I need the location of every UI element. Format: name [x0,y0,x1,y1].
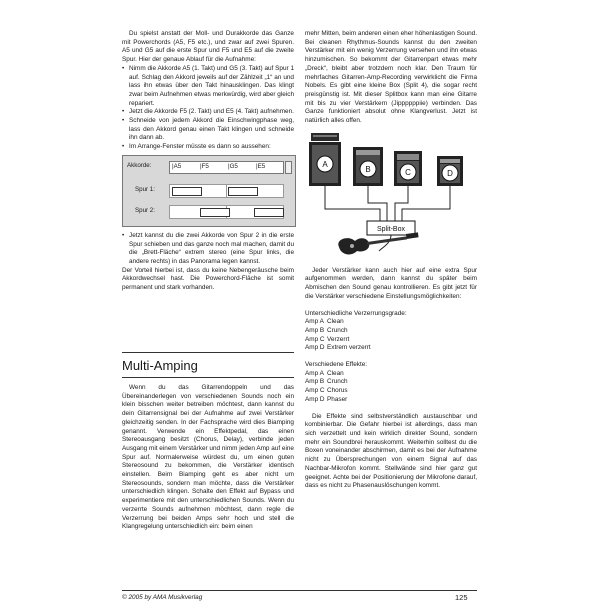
left-column [122,30,294,293]
section-paragraph: Wenn du das Gitarrendoppeln und das Übereinanderlegen von verschiedenen Sounds noch ein klein bisschen weiter betreiben möchtest, dann kannst du dein Gitarrensignal bei der Aufnahme auf zwei Verstärker gleichzeitig senden. In der Fachsprache wird dies Biamping genannt. Verwende ein Effektpedal, das einen Stereoausgang besitzt (Chorus, Delay), verbinde jeden Ausgang mit einem Verstärker und nimm jeden Amp auf eine Spur auf. Normalerweise würdest du, um einen guten Stereosound zu bekommen, die Verstärker identisch einstellen. Beim Biamping geht es aber nicht um Stereosounds, sondern man möchte, dass die Verstärker unterschiedlich klingen. Schalte den Effekt auf Bypass und experimentiere mit den unterschiedlichen Sounds. Wenn du verzerrte Sounds aufnehmen möchtest, dann regle die Verzerrung bei beiden Amps sehr hoch und stell die Klangregelung unterschiedlich ein: beim einen [122,384,294,531]
clip-a5[interactable] [172,187,202,196]
spacer [305,353,477,361]
amp-label: C [405,167,411,177]
splitbox-diagram [305,129,477,257]
list-item [305,370,477,379]
amp-label: A [322,159,328,169]
paragraph: Die Effekte sind selbstverständlich austauschbar und kombinierbar. Die Gefahr hierbei ist allerdings, dass man sich verzettelt und kein wirklich direkter Sound, sondern mehr ein Soundbrei herauskommt. Weiterhin solltest du die Boxen voneinander abschirmen, damit es bei der Aufnahme nicht zu Übersprechungen von einem Signal auf das Nachbar-Mikrofon kommt. Stellwände sind hier ganz gut geeignet. Achte bei der Positionierung der Mikrofone darauf, dass es nicht zu Phasenauslöschungen kommt. [305,412,477,490]
amp-setting: Verzerrt [327,335,350,343]
steps-list [122,65,294,152]
list-item [305,344,477,353]
arrange-header: Akkorde: [127,161,152,169]
section-body [122,384,294,532]
amp-d-icon [437,156,463,186]
amp-name: Amp C [305,387,325,395]
list-item [305,396,477,405]
amp-c-icon [394,151,422,186]
amp-name: Amp A [305,318,324,326]
section-rule-top [122,352,294,353]
amp-a-icon [309,133,341,186]
spacer [305,302,477,310]
track-lane-1 [169,184,284,198]
amp-setting: Phaser [327,395,348,403]
splitbox-diagram-svg [305,129,477,257]
chord-label: |G5 [228,162,238,170]
amp-name: Amp B [305,378,325,386]
amp-setting: Clean [327,318,344,326]
amp-list-effects [305,370,477,405]
amp-setting: Crunch [327,378,348,386]
chord-label: |F5 [200,162,209,170]
electric-guitar-icon [338,232,418,254]
amp-setting: Clean [327,369,344,377]
chord-ruler [169,161,284,174]
track-label: Spur 1: [135,185,155,193]
list-item [305,387,477,396]
footer-rule [122,590,477,591]
list-item [305,318,477,327]
splitbox-label: Split-Box [376,225,406,233]
intro-paragraph: Du spielst anstatt der Moll- und Durakkorde das Ganze mit Powerchords (A5, F5 etc.), und zwar auf zwei Spuren. A5 und G5 auf die erste Spur und F5 und E5 auf die zweite Spur. Hier der genaue Ablauf für die Aufnahme: [122,30,294,64]
list-item [305,378,477,387]
right-column [305,30,477,491]
paragraph: mehr Mitten, beim anderen einen eher höhenlastigen Sound. Bei cleanen Rhythmus-Sounds kannst du den zweiten Verstärker mit ein wenig Verzerrung versehen und ihn etwas hinzumischen. So bekommt der Gitarrenpart etwas mehr „Dreck“, bleibt aber trotzdem noch klar. Den Traum für mehrfaches Gitarren-Amp-Recording verwirklicht die Firma Nobels. Es gibt eine kleine Box (Split 4), die sogar recht preisgünstig ist. Mit dieser Splitbox kann man eine Gitarre mit bis zu vier Verstärkern (Jippppppiie) verbinden. Das Ganze funktioniert absolut ohne Klangverlust. Jetzt ist natürlich alles offen. [305,30,477,125]
arrange-window [122,155,296,227]
clip-f5[interactable] [200,208,230,217]
paragraph: Jeder Verstärker kann auch hier auf eine extra Spur aufgenommen werden, dann kannst du später beim Abmischen den Sound genau kontrollieren. Es gibt jetzt für die Verstärker verschiedene Einstellungsmöglichkeiten: [305,266,477,300]
chord-label: |E5 [256,162,266,170]
conclusion-paragraph: Der Vorteil hierbei ist, dass du keine Nebengeräusche beim Akkordwechsel hast. Die Powerchord-Fläche ist somit permanent und stark vorhanden. [122,266,294,292]
steps-list-continued [122,232,294,267]
track-lane-2 [169,205,284,219]
section-rule-bottom [122,377,294,378]
amp-name: Amp D [305,395,325,403]
amp-setting: Chorus [327,387,348,395]
list-item: • Nimm die Akkorde A5 (1. Takt) und G5 (3. Takt) auf Spur 1 auf. Schlag den Akkord jeweils auf der Zählzeit „1“ an und lass ihn etwas über den Takt hinausklingen. Das klingt zwar beim Aufnehmen etwas merkwürdig, wird aber gleich repariert. [122,65,294,109]
amp-name: Amp A [305,369,324,377]
list-item: • Im Arrange-Fenster müsste es dann so aussehen: [122,143,294,152]
amp-b-icon [353,147,383,186]
list-item: • Jetzt die Akkorde F5 (2. Takt) und E5 (4. Takt) aufnehmen. [122,108,294,117]
section-title: Multi-Amping [122,358,198,373]
amp-label: D [447,168,453,178]
list-item [305,327,477,336]
clip-e5[interactable] [254,208,284,217]
amp-list-distortion [305,318,477,353]
amp-name: Amp B [305,326,325,334]
chord-label: |A5 [172,162,182,170]
list-item: • Jetzt kannst du die zwei Akkorde von Spur 2 in die erste Spur schieben und das ganze noch mal machen, damit du die „Brett-Fläche“ extrem stereo (eine Spur links, die andere rechts) in das Panorama legen kannst. [122,232,294,267]
clip-g5[interactable] [228,187,258,196]
amp-label: B [365,164,371,174]
list-item: • Schneide von jedem Akkord die Einschwingphase weg, lass den Akkord genau einen Takt klingen und schneide ihn dann ab. [122,117,294,143]
bar-divider [226,185,227,197]
amp-setting: Crunch [327,326,348,334]
splitbox-icon [367,221,415,235]
footer-credit: © 2005 by AMA Musikverlag [122,594,203,601]
page-number: 125 [455,593,468,602]
amp-name: Amp C [305,335,325,343]
amp-name: Amp D [305,344,325,352]
track-label: Spur 2: [135,206,155,214]
list-heading: Verschiedene Effekte: [305,361,368,369]
amp-setting: Extrem verzerrt [327,344,371,352]
list-heading: Unterschiedliche Verzerrungsgrade: [305,309,407,317]
spacer [305,405,477,413]
list-item [305,336,477,345]
arrange-scrollbar[interactable] [285,161,292,174]
